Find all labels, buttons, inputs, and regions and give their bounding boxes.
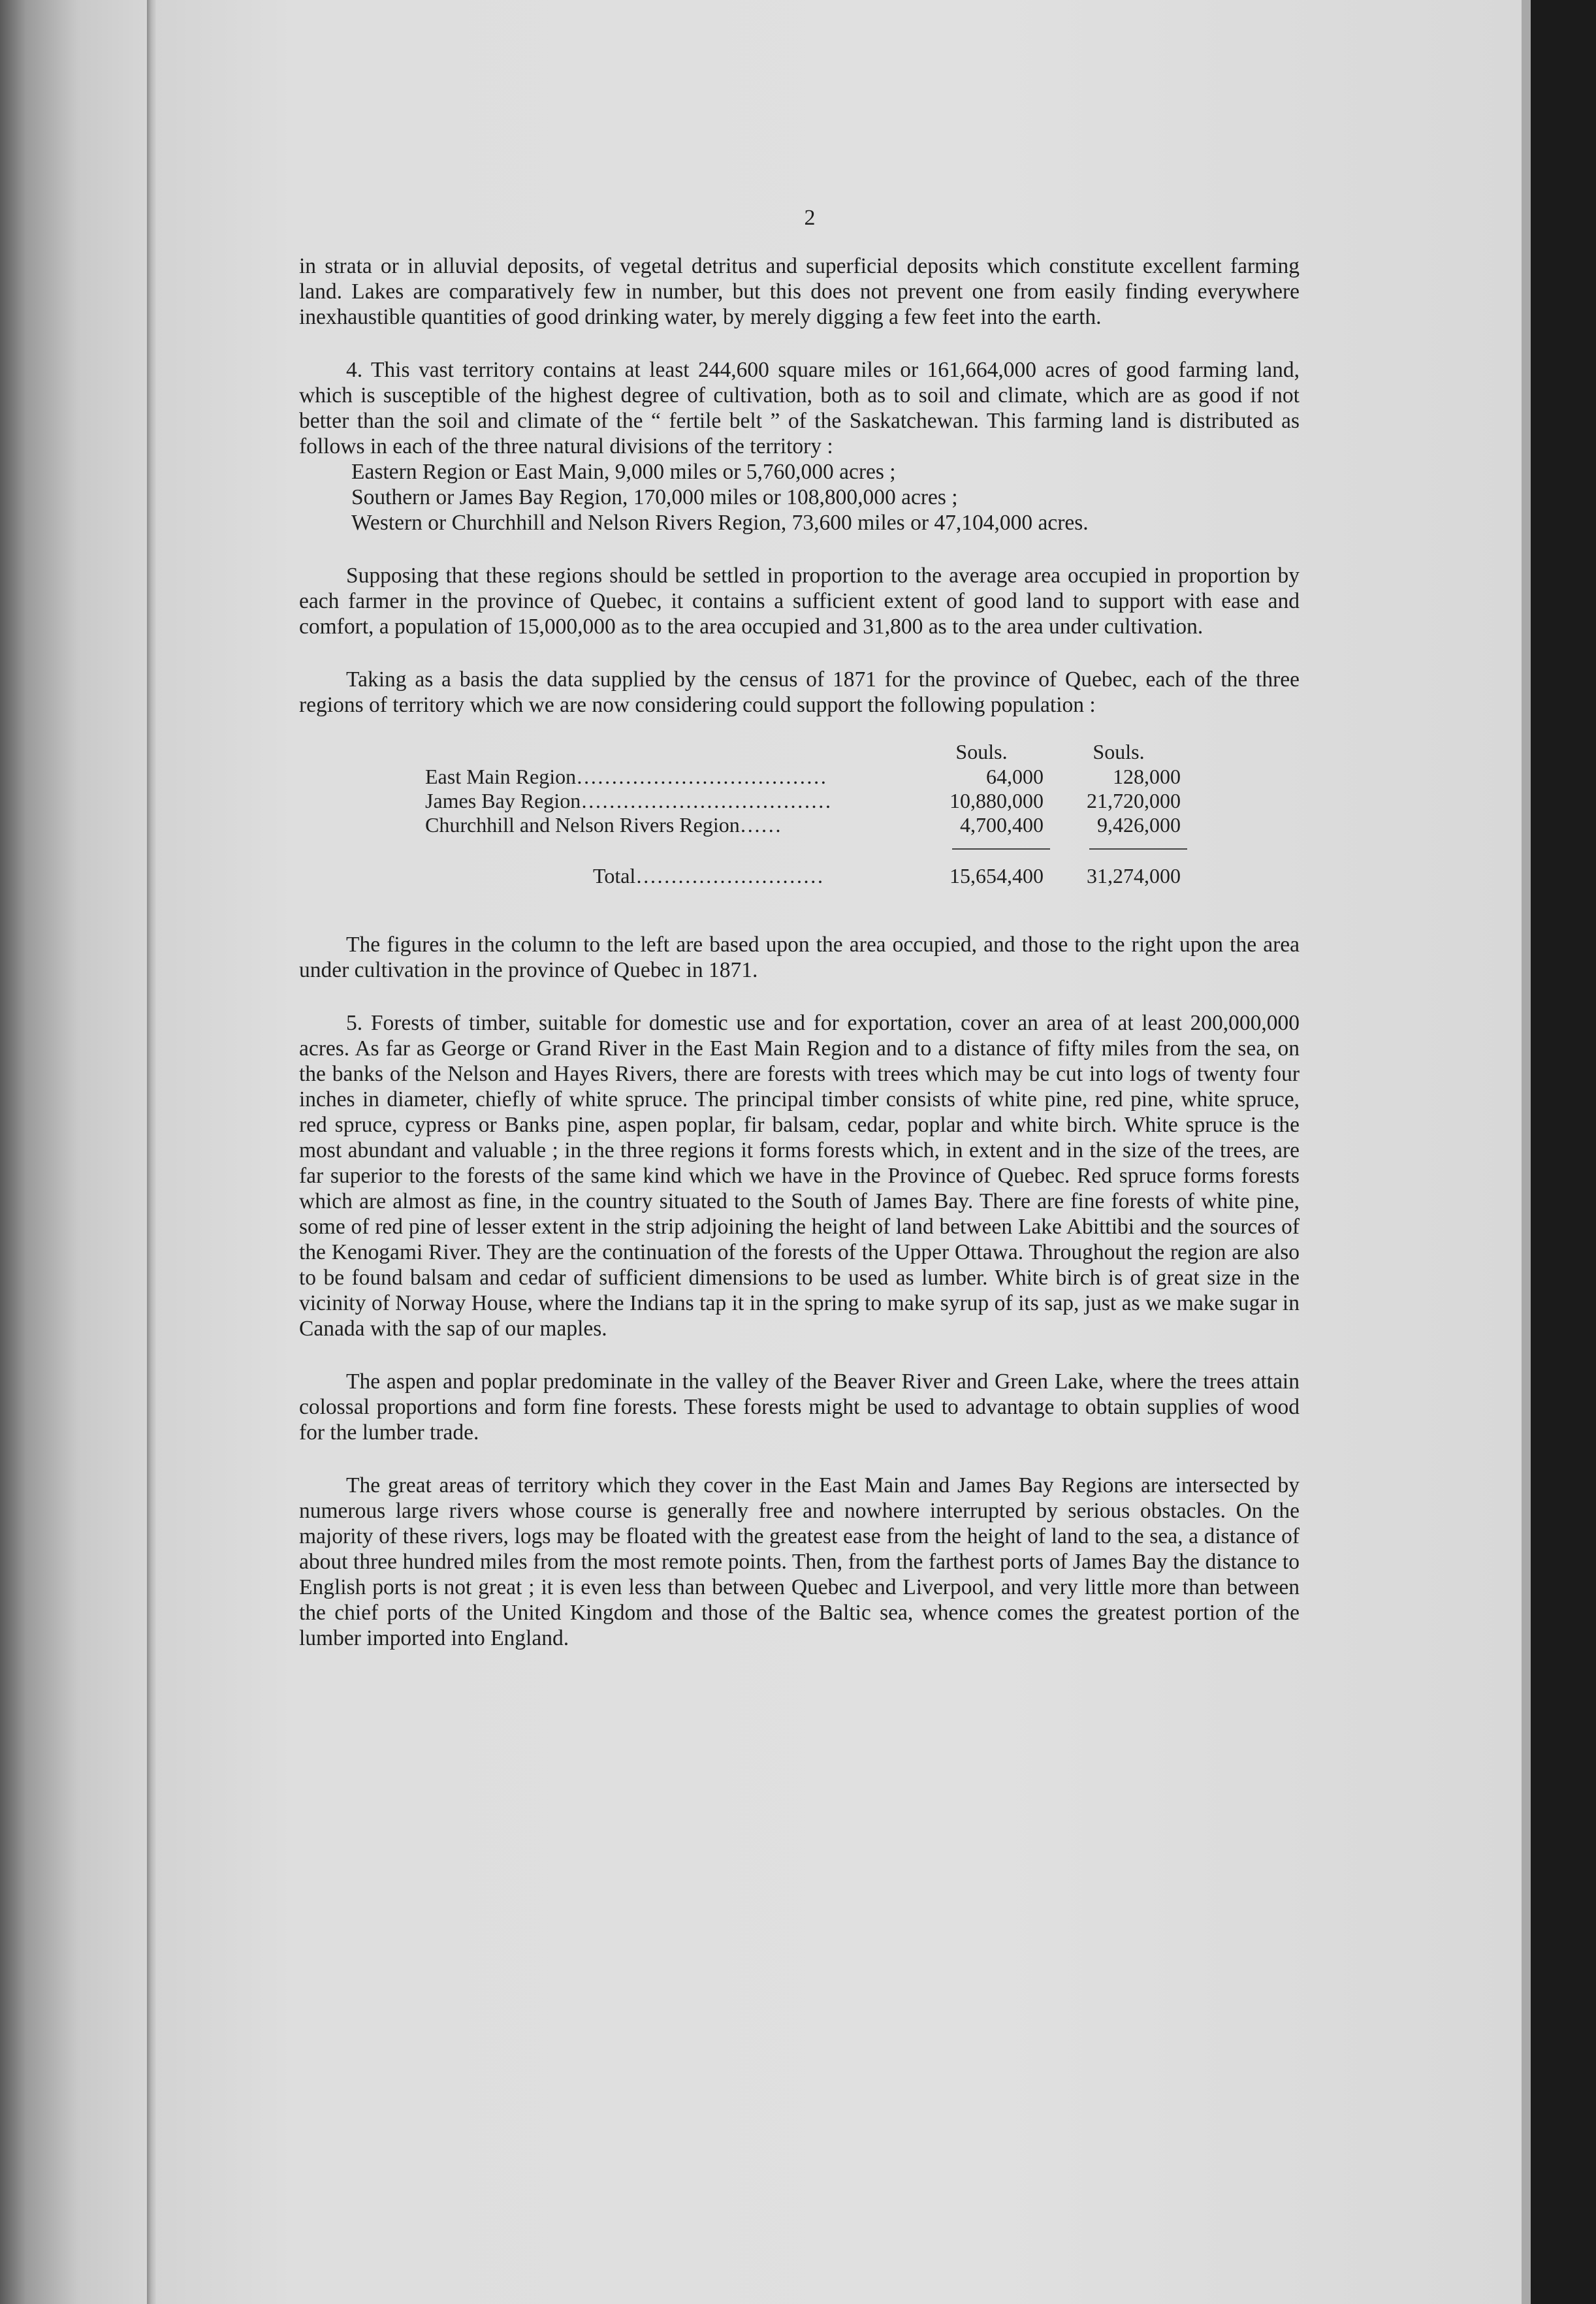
table-cell-cultivated: 21,720,000 (1087, 789, 1181, 812)
total-occupied: 15,654,400 (950, 864, 1044, 888)
paragraph-farming-land: 4. This vast territory contains at least 244,600 square miles or 161,664,000 acres of good farming land, which is susceptible of the highest degree of cultivation, both as to soil and climate, which are as good if not better than the soil and climate of the “ fertile belt ” of the Saskatchewan. This farming land is distributed as follows in each of the three natural divisions of the territory : (299, 358, 1300, 458)
population-table (299, 740, 1300, 910)
page-right-edge (1522, 0, 1531, 2304)
table-cell-occupied: 10,880,000 (950, 789, 1044, 812)
table-row-label: James Bay Region……………………………… (425, 789, 832, 812)
paragraph-census-basis: Taking as a basis the data supplied by the census of 1871 for the province of Quebec, each of the three regions of territory which we are now considering could support the following population : (299, 667, 1300, 717)
table-cell-occupied: 4,700,400 (960, 813, 1044, 837)
total-label: Total……………………… (593, 864, 824, 888)
total-cultivated: 31,274,000 (1087, 864, 1181, 888)
table-row (425, 789, 831, 813)
table-cell-cultivated: 9,426,000 (1097, 813, 1181, 837)
region-line-james-bay: Southern or James Bay Region, 170,000 miles or 108,800,000 acres ; (351, 485, 958, 509)
total-rule-occupied (952, 848, 1050, 850)
paragraph-aspen-poplar: The aspen and poplar predominate in the valley of the Beaver River and Green Lake, where the trees attain colossal proportions and form fine forests. These forests might be used to advantage to obtain supplies of wood for the lumber trade. (299, 1369, 1300, 1445)
page-fold (147, 0, 156, 2304)
total-rule-cultivated (1089, 848, 1187, 850)
paragraph-rivers-lumber-trade: The great areas of territory which they cover in the East Main and James Bay Regions are intersected by numerous large rivers whose course is generally free and nowhere interrupted by serious obstacles. On the majority of these rivers, logs may be floated with the greatest ease from the height of land to the sea, a distance of about three hundred miles from the most remote points. Then, from the farthest ports of James Bay the distance to English ports is not great ; it is even less than between Quebec and Liverpool, and very little more than between the chief ports of the United Kingdom and those of the Baltic sea, whence comes the greatest portion of the lumber imported into England. (299, 1473, 1300, 1650)
page-number: 2 (804, 206, 816, 230)
region-line-churchhill-nelson: Western or Churchhill and Nelson Rivers Region, 73,600 miles or 47,104,000 acres. (351, 511, 1089, 535)
paragraph-column-explanation: The figures in the column to the left are based upon the area occupied, and those to the right upon the area under cultivation in the province of Quebec in 1871. (299, 933, 1300, 982)
column-header-occupied: Souls. (955, 740, 1008, 763)
scan-right-border (1531, 0, 1596, 2304)
table-cell-cultivated: 128,000 (1113, 765, 1181, 788)
page-body (299, 253, 1300, 1651)
paragraph-forests: 5. Forests of timber, suitable for domestic use and for exportation, cover an area of at least 200,000,000 acres. As far as George or Grand River in the East Main Region and to a distance of fifty miles from the sea, on the banks of the Nelson and Hayes Rivers, there are forests with trees which may be cut into logs of twenty four inches in diameter, chiefly of white spruce. The principal timber consists of white pine, red pine, white spruce, red spruce, cypress or Banks pine, aspen poplar, fir balsam, cedar, poplar and white birch. White spruce is the most abundant and valuable ; in the three regions it forms forests which, in extent and in the size of the trees, are far superior to the forests of the same kind which we have in the Province of Quebec. Red spruce forms forests which are almost as fine, in the country situated to the South of James Bay. There are fine forests of white pine, some of red pine of lesser extent in the strip adjoining the height of land between Lake Abittibi and the sources of the Kenogami River. They are the continuation of the forests of the Upper Ottawa. Throughout the region are also to be found balsam and cedar of sufficient dimensions to be used as lumber. White birch is of great size in the vicinity of Norway House, where the Indians tap it in the spring to make syrup of its sap, just as we make sugar in Canada with the sap of our maples. (299, 1011, 1300, 1341)
table-row-label: Churchhill and Nelson Rivers Region…… (425, 813, 782, 837)
table-row (425, 765, 827, 789)
paragraph-soil-continued: in strata or in alluvial deposits, of vegetal detritus and superficial deposits which constitute excellent farming land. Lakes are comparatively few in number, but this does not prevent one from easily finding everywhere inexhaustible quantities of good drinking water, by merely digging a few feet into the earth. (299, 254, 1300, 329)
table-cell-occupied: 64,000 (986, 765, 1044, 788)
table-row-label: East Main Region……………………………… (425, 765, 827, 788)
table-row (425, 813, 782, 837)
scan-left-edge (0, 0, 147, 2304)
column-header-cultivated: Souls. (1093, 740, 1145, 763)
region-line-east-main: Eastern Region or East Main, 9,000 miles or 5,760,000 acres ; (351, 460, 896, 484)
paragraph-settlement: Supposing that these regions should be settled in proportion to the average area occupied in proportion by each farmer in the province of Quebec, it contains a sufficient extent of good land to support with ease and comfort, a population of 15,000,000 as to the area occupied and 31,800 as to the area under cultivation. (299, 564, 1300, 639)
